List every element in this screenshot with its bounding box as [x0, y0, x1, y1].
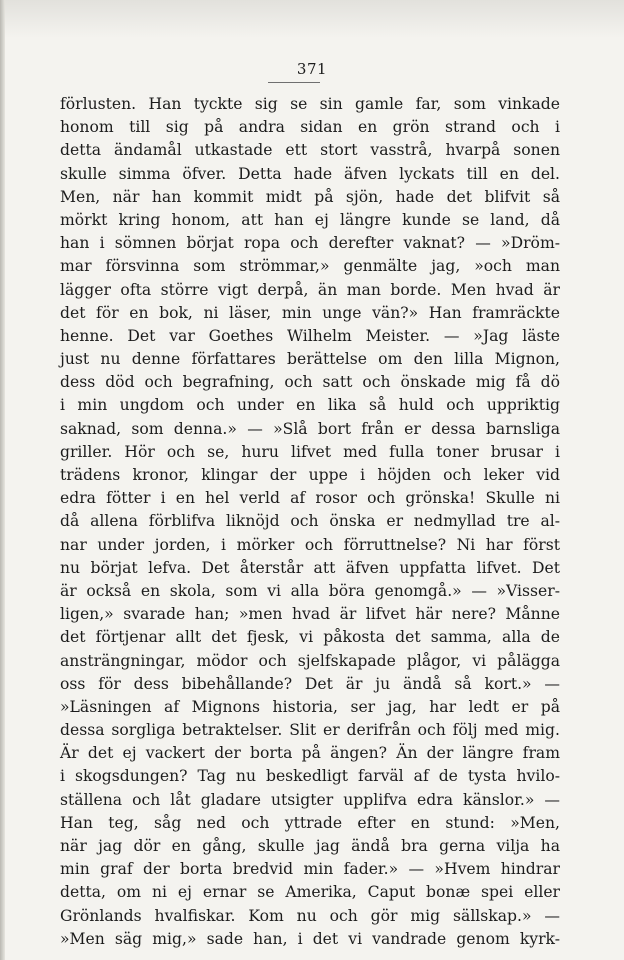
text-line: lägger ofta större vigt derpå, än man borde. Men hvad är [60, 280, 560, 299]
text-line: nu börjat lefva. Det återstår att äfven uppfatta lifvet. Det [60, 558, 560, 577]
text-line: i skogsdungen? Tag nu beskedligt farväl af de tysta hvilo- [60, 767, 560, 786]
text-line: nar under jorden, i mörker och förruttnelse? Ni har först [60, 535, 560, 554]
text-line: min graf der borta bredvid min fader.» — »Hvem hindrar [60, 860, 560, 879]
page-number: 371 [296, 60, 328, 78]
text-line: just nu denne författares berättelse om den lilla Mignon, [60, 350, 560, 369]
text-line: griller. Hör och se, huru lifvet med fulla toner brusar i [60, 442, 560, 461]
text-line: Är det ej vackert der borta på ängen? Än der längre fram [60, 744, 560, 763]
text-line: när jag dör en gång, skulle jag ändå bra gerna vilja ha [60, 837, 560, 855]
text-line: »Men säg mig,» sade han, i det vi vandrade genom kyrk- [60, 929, 560, 948]
text-line: detta, om ni ej ernar se Amerika, Caput bonæ spei eller [60, 883, 560, 902]
text-line: det för en bok, ni läser, min unge vän?» Han framräckte [60, 303, 560, 322]
page-number-rule [268, 82, 320, 83]
text-line: dessa sorgliga betraktelser. Slit er derifrån och följ med mig. [60, 721, 560, 740]
page-top-shading [0, 0, 624, 38]
text-line: mar försvinna som strömmar,» genmälte jag, »och man [60, 257, 560, 276]
text-line: Han teg, såg ned och yttrade efter en stund: »Men, [60, 813, 560, 832]
text-line: dess död och begrafning, och satt och önskade mig få dö [60, 373, 560, 392]
text-line: då allena förblifva liknöjd och önska er nedmyllad tre al- [60, 512, 560, 531]
text-line: detta ändamål utkastade ett stort vasstrå, hvarpå sonen [60, 141, 560, 160]
text-line: mörkt kring honom, att han ej längre kunde se land, då [60, 210, 560, 229]
text-line: förlusten. Han tyckte sig se sin gamle far, som vinkade [60, 95, 560, 113]
text-line: trädens kronor, klingar der uppe i höjden och leker vid [60, 466, 560, 484]
text-line: edra fötter i en hel verld af rosor och grönska! Skulle ni [60, 489, 560, 508]
text-line: »Läsningen af Mignons historia, ser jag, har ledt er på [60, 697, 560, 716]
text-line: ställena och låt gladare utsigter upplifva edra känslor.» — [60, 790, 560, 809]
text-line: ansträngningar, mödor och sjelfskapade plågor, vi pålägga [60, 651, 560, 670]
text-line: det förtjenar allt det fjesk, vi påkosta det samma, alla de [60, 628, 560, 647]
body-text [60, 93, 560, 951]
text-line: han i sömnen börjat ropa och derefter vaknat? — »Dröm- [60, 234, 560, 253]
text-line: i min ungdom och under en lika så huld och uppriktig [60, 396, 560, 415]
text-line: oss för dess bibehållande? Det är ju ändå så kort.» — [60, 674, 560, 693]
text-line: Grönlands hvalfiskar. Kom nu och gör mig sällskap.» — [60, 906, 560, 925]
text-line: är också en skola, som vi alla böra genomgå.» — »Visser- [60, 581, 560, 600]
text-line: skulle simma öfver. Detta hade äfven lyckats till en del. [60, 164, 560, 183]
text-line: Men, när han kommit midt på sjön, hade det blifvit så [60, 187, 560, 206]
text-line: henne. Det var Goethes Wilhelm Meister. — »Jag läste [60, 326, 560, 345]
text-line: saknad, som denna.» — »Slå bort från er dessa barnsliga [60, 419, 560, 438]
page-binding-edge [0, 0, 5, 960]
text-line: honom till sig på andra sidan en grön strand och i [60, 118, 560, 137]
text-line: ligen,» svarade han; »men hvad är lifvet här nere? Månne [60, 605, 560, 624]
